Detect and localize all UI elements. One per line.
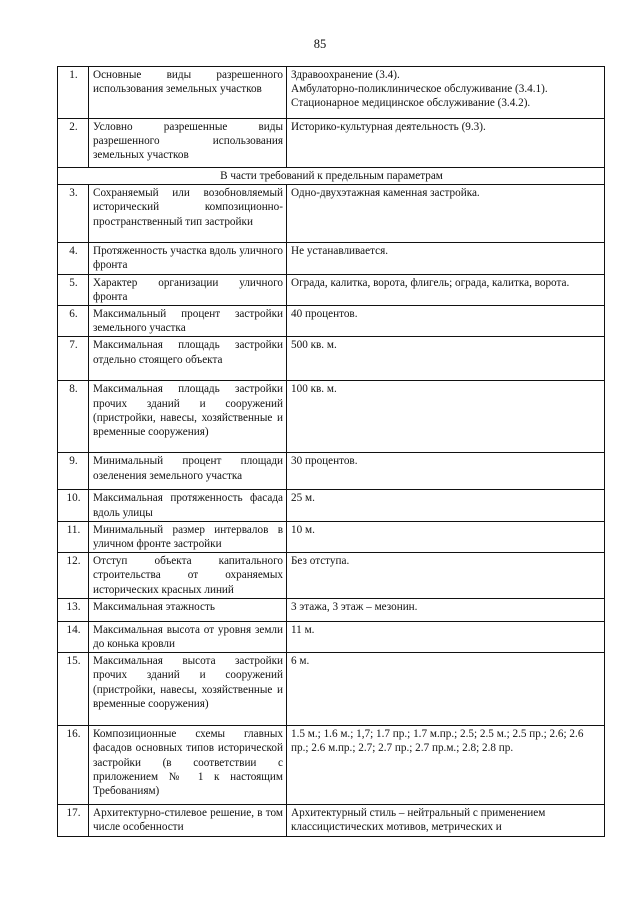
table-row bbox=[58, 453, 605, 490]
parameter-name: Максимальная этажность bbox=[89, 598, 287, 621]
table-row bbox=[58, 243, 605, 274]
value-line: Не устанавливается. bbox=[291, 245, 389, 258]
table-row bbox=[58, 119, 605, 168]
parameter-value bbox=[287, 381, 605, 453]
value-line: Без отступа. bbox=[291, 555, 350, 568]
value-line: Историко-культурная деятельность (9.3). bbox=[291, 121, 486, 133]
table-row bbox=[58, 67, 605, 119]
parameter-value bbox=[287, 337, 605, 381]
table-row bbox=[58, 521, 605, 552]
row-number: 15. bbox=[58, 653, 89, 726]
row-number: 14. bbox=[58, 621, 89, 652]
parameter-value bbox=[287, 726, 605, 805]
parameter-name: Архитектурно-стилевое решение, в том числе особенности bbox=[89, 805, 287, 837]
regulations-table bbox=[57, 66, 605, 837]
value-line: 6 м. bbox=[291, 655, 310, 668]
parameter-value bbox=[287, 553, 605, 599]
page-number: 85 bbox=[313, 37, 327, 51]
parameter-name: Максимальный процент застройки земельного участка bbox=[89, 306, 287, 337]
parameter-value bbox=[287, 805, 605, 837]
parameter-value bbox=[287, 306, 605, 337]
table-row bbox=[58, 598, 605, 621]
table-row bbox=[58, 337, 605, 381]
parameter-name: Сохраняемый или возобновляемый исторический композиционно-пространственный тип застройки bbox=[89, 185, 287, 243]
section-header: В части требований к предельным параметрам bbox=[58, 168, 605, 185]
row-number: 12. bbox=[58, 553, 89, 599]
parameter-name: Характер организации уличного фронта bbox=[89, 274, 287, 305]
value-line: Ограда, калитка, ворота, флигель; ограда, калитка, ворота. bbox=[291, 276, 570, 289]
parameter-value bbox=[287, 653, 605, 726]
value-line: 30 процентов. bbox=[291, 455, 358, 468]
parameter-value bbox=[287, 621, 605, 652]
value-line: Архитектурный стиль – нейтральный с применением классицистических мотивов, метрических и bbox=[291, 807, 546, 834]
table-row bbox=[58, 490, 605, 521]
table-row bbox=[58, 805, 605, 837]
parameter-value bbox=[287, 243, 605, 274]
parameter-value bbox=[287, 453, 605, 490]
parameter-value bbox=[287, 274, 605, 305]
row-number: 8. bbox=[58, 381, 89, 453]
parameter-name: Максимальная площадь застройки отдельно стоящего объекта bbox=[89, 337, 287, 381]
row-number: 3. bbox=[58, 185, 89, 243]
parameter-name: Максимальная высота от уровня земли до конька кровли bbox=[89, 621, 287, 652]
parameter-name: Отступ объекта капитального строительства от охраняемых исторических красных линий bbox=[89, 553, 287, 599]
row-number: 13. bbox=[58, 598, 89, 621]
parameter-name: Условно разрешенные виды разрешенного использования земельных участков bbox=[89, 119, 287, 168]
parameter-name: Протяженность участка вдоль уличного фронта bbox=[89, 243, 287, 274]
row-number: 11. bbox=[58, 521, 89, 552]
table-row bbox=[58, 306, 605, 337]
value-line: 11 м. bbox=[291, 623, 315, 636]
table-row bbox=[58, 185, 605, 243]
row-number: 10. bbox=[58, 490, 89, 521]
parameter-name: Композиционные схемы главных фасадов основных типов исторической застройки (в соответствии с приложением № 1 к настоящим Требованиям) bbox=[89, 726, 287, 805]
value-line: Здравоохранение (3.4). bbox=[291, 69, 400, 81]
row-number: 5. bbox=[58, 274, 89, 305]
row-number: 1. bbox=[58, 67, 89, 119]
value-line: 25 м. bbox=[291, 492, 315, 505]
parameter-name: Минимальный процент площади озеленения земельного участка bbox=[89, 453, 287, 490]
parameter-name: Минимальный размер интервалов в уличном фронте застройки bbox=[89, 521, 287, 552]
row-number: 17. bbox=[58, 805, 89, 837]
value-line: Амбулаторно-поликлиническое обслуживание (3.4.1). bbox=[291, 83, 548, 96]
value-line: 500 кв. м. bbox=[291, 339, 337, 352]
value-line: Стационарное медицинское обслуживание (3.4.2). bbox=[291, 97, 531, 110]
parameter-value bbox=[287, 521, 605, 552]
table-row bbox=[58, 381, 605, 453]
parameter-value bbox=[287, 490, 605, 521]
row-number: 9. bbox=[58, 453, 89, 490]
parameter-value bbox=[287, 598, 605, 621]
parameter-name: Максимальная высота застройки прочих зданий и сооружений (пристройки, навесы, хозяйственные и временные сооружения) bbox=[89, 653, 287, 726]
parameter-name: Основные виды разрешенного использования земельных участков bbox=[89, 67, 287, 119]
table-row bbox=[58, 621, 605, 652]
value-line: Одно-двухэтажная каменная застройка. bbox=[291, 187, 480, 200]
value-line: 100 кв. м. bbox=[291, 383, 337, 396]
table-row bbox=[58, 553, 605, 599]
value-line: 40 процентов. bbox=[291, 308, 358, 321]
parameter-value bbox=[287, 67, 605, 119]
parameter-value bbox=[287, 185, 605, 243]
row-number: 16. bbox=[58, 726, 89, 805]
table-row bbox=[58, 726, 605, 805]
row-number: 7. bbox=[58, 337, 89, 381]
table-row bbox=[58, 653, 605, 726]
parameter-value bbox=[287, 119, 605, 168]
value-line: 3 этажа, 3 этаж – мезонин. bbox=[291, 600, 418, 613]
value-line: 10 м. bbox=[291, 523, 315, 536]
parameter-name: Максимальная площадь застройки прочих зданий и сооружений (пристройки, навесы, хозяйственные и временные сооружения) bbox=[89, 381, 287, 453]
value-line: 1.5 м.; 1.6 м.; 1,7; 1.7 пр.; 1.7 м.пр.; 2.5; 2.5 м.; 2.5 пр.; 2.6; 2.6 пр.; 2.6 м.пр.; 2.7; 2.7 пр.; 2.7 пр.м.; 2.8; 2.8 пр. bbox=[291, 728, 584, 755]
row-number: 2. bbox=[58, 119, 89, 168]
parameter-name: Максимальная протяженность фасада вдоль улицы bbox=[89, 490, 287, 521]
section-row bbox=[58, 168, 605, 185]
table-row bbox=[58, 274, 605, 305]
row-number: 4. bbox=[58, 243, 89, 274]
row-number: 6. bbox=[58, 306, 89, 337]
